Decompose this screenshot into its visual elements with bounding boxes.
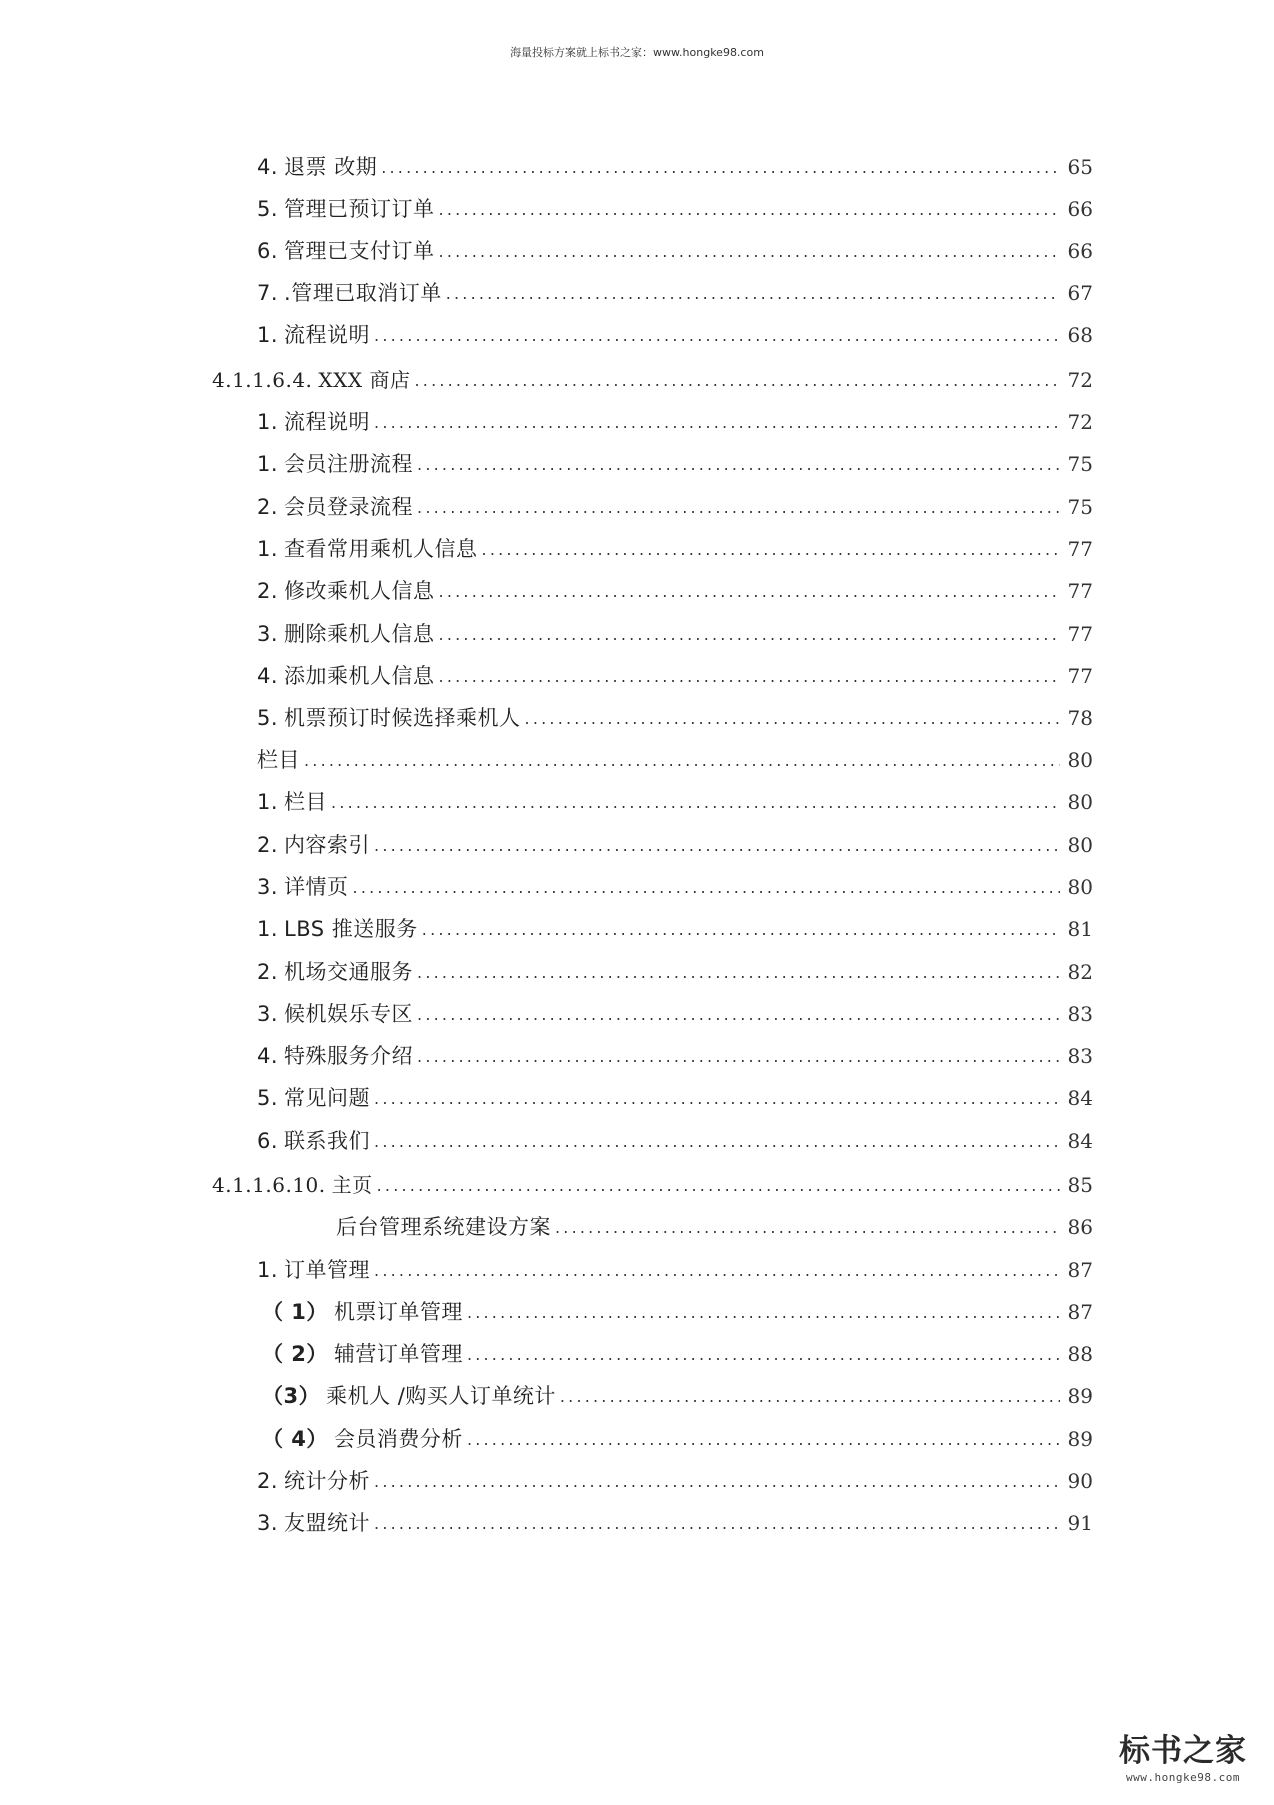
- toc-entry-page: 87: [1067, 1258, 1093, 1282]
- toc-entry-title: 栏目: [257, 748, 300, 772]
- toc-dot-leader: [353, 872, 1060, 902]
- toc-entry-page: 89: [1067, 1427, 1093, 1451]
- toc-entry-label: [257, 914, 422, 944]
- toc-entry-number: 3.: [257, 875, 279, 899]
- toc-entry[interactable]: [262, 1381, 1093, 1411]
- toc-entry[interactable]: [257, 1466, 1093, 1496]
- toc-entry-page: 72: [1067, 410, 1093, 434]
- toc-dot-leader: [439, 619, 1060, 649]
- toc-entry-page: 80: [1067, 748, 1093, 772]
- toc-entry-label: [257, 1255, 374, 1285]
- toc-entry-number: 5.: [257, 706, 279, 730]
- toc-entry[interactable]: [257, 492, 1093, 522]
- toc-entry-number: 1.: [257, 323, 279, 347]
- toc-dot-leader: [374, 1466, 1060, 1496]
- page-header: 海量投标方案就上标书之家：www.hongke98.com: [510, 46, 764, 59]
- toc-entry-label: [257, 703, 525, 733]
- toc-dot-leader: [482, 534, 1060, 564]
- toc-entry-number: 4.: [257, 155, 279, 179]
- toc-dot-leader: [439, 576, 1060, 606]
- toc-entry-title: 后台管理系统建设方案: [336, 1215, 551, 1239]
- toc-entry[interactable]: [257, 872, 1093, 902]
- toc-entry[interactable]: [257, 914, 1093, 944]
- toc-dot-leader: [374, 320, 1060, 350]
- toc-dot-leader: [374, 1083, 1060, 1113]
- toc-dot-leader: [374, 1255, 1060, 1285]
- toc-entry-page: 91: [1067, 1511, 1093, 1535]
- toc-entry[interactable]: [257, 449, 1093, 479]
- toc-entry[interactable]: [257, 999, 1093, 1029]
- toc-dot-leader: [417, 999, 1060, 1029]
- toc-dot-leader: [374, 1508, 1060, 1538]
- toc-entry-page: 80: [1067, 833, 1093, 857]
- toc-entry-title: 修改乘机人信息: [284, 579, 435, 603]
- toc-entry-title: 机票订单管理: [333, 1300, 463, 1324]
- toc-entry-page: 81: [1067, 917, 1093, 941]
- toc-entry-number: 2.: [257, 579, 279, 603]
- toc-dot-leader: [555, 1212, 1060, 1242]
- toc-entry-title: 订单管理: [284, 1258, 371, 1282]
- toc-entry-label: [212, 365, 415, 395]
- toc-entry-title: 查看常用乘机人信息: [284, 537, 478, 561]
- toc-entry-label: [257, 449, 417, 479]
- toc-entry-title: 详情页: [284, 875, 349, 899]
- toc-entry[interactable]: [257, 1041, 1093, 1071]
- toc-entry[interactable]: [257, 1126, 1093, 1156]
- toc-entry-page: 89: [1067, 1384, 1093, 1408]
- toc-entry[interactable]: [212, 1170, 1093, 1200]
- toc-entry[interactable]: [257, 534, 1093, 564]
- toc-dot-leader: [560, 1381, 1060, 1411]
- toc-entry-label: [257, 872, 353, 902]
- toc-entry[interactable]: [257, 236, 1093, 266]
- toc-entry-number: 4.1.1.6.10.: [212, 1173, 326, 1197]
- toc-entry-title: 管理已支付订单: [284, 239, 435, 263]
- toc-entry-number: 4.: [257, 664, 279, 688]
- toc-entry-page: 67: [1067, 281, 1093, 305]
- toc-entry-title: 流程说明: [284, 410, 371, 434]
- toc-entry-number: 1.: [257, 1258, 279, 1282]
- toc-dot-leader: [417, 492, 1060, 522]
- toc-entry-page: 75: [1067, 452, 1093, 476]
- toc-entry[interactable]: [257, 278, 1093, 308]
- toc-entry[interactable]: [257, 1083, 1093, 1113]
- toc-dot-leader: [417, 449, 1060, 479]
- toc-dot-leader: [525, 703, 1060, 733]
- toc-entry-page: 78: [1067, 706, 1093, 730]
- toc-dot-leader: [415, 365, 1060, 395]
- toc-entry-title: .管理已取消订单: [284, 281, 442, 305]
- toc-entry-page: 90: [1067, 1469, 1093, 1493]
- toc-entry-label: [257, 152, 381, 182]
- toc-entry-number: 3.: [257, 1002, 279, 1026]
- toc-entry-title: XXX 商店: [318, 368, 411, 392]
- toc-entry-title: 流程说明: [284, 323, 371, 347]
- toc-entry-number: （ 2）: [262, 1342, 328, 1366]
- toc-entry-label: [257, 957, 417, 987]
- toc-entry-page: 80: [1067, 875, 1093, 899]
- toc-dot-leader: [374, 1126, 1060, 1156]
- toc-entry-page: 68: [1067, 323, 1093, 347]
- toc-entry[interactable]: [257, 830, 1093, 860]
- toc-entry-page: 82: [1067, 960, 1093, 984]
- toc-entry-number: 3.: [257, 622, 279, 646]
- toc-entry-title: 机场交通服务: [284, 960, 414, 984]
- toc-entry-title: 常见问题: [284, 1086, 371, 1110]
- toc-entry-title: 统计分析: [284, 1469, 371, 1493]
- toc-entry-number: （ 1）: [262, 1300, 328, 1324]
- toc-entry-page: 77: [1067, 537, 1093, 561]
- toc-entry[interactable]: [257, 661, 1093, 691]
- toc-entry-title: 辅营订单管理: [333, 1342, 463, 1366]
- toc-entry-number: （ 4）: [262, 1427, 328, 1451]
- toc-entry-label: [262, 1339, 467, 1369]
- toc-entry-label: [257, 619, 439, 649]
- toc-entry-page: 77: [1067, 664, 1093, 688]
- toc-dot-leader: [374, 830, 1060, 860]
- toc-entry-title: 候机娱乐专区: [284, 1002, 414, 1026]
- toc-entry[interactable]: [212, 365, 1093, 395]
- toc-entry-label: [257, 1041, 417, 1071]
- toc-entry-title: 栏目: [284, 790, 328, 814]
- toc-dot-leader: [331, 787, 1060, 817]
- toc-entry-label: [257, 830, 374, 860]
- toc-entry-number: 2.: [257, 495, 279, 519]
- toc-entry-number: 1.: [257, 917, 279, 941]
- toc-dot-leader: [446, 278, 1060, 308]
- toc-entry-label: [257, 1126, 374, 1156]
- toc-entry-number: 7.: [257, 281, 279, 305]
- toc-entry-title: 特殊服务介绍: [284, 1044, 414, 1068]
- toc-entry-number: 1.: [257, 452, 279, 476]
- toc-entry[interactable]: [257, 745, 1093, 775]
- toc-dot-leader: [304, 745, 1060, 775]
- toc-entry-label: [257, 194, 439, 224]
- toc-entry-page: 85: [1067, 1173, 1093, 1197]
- toc-entry[interactable]: [257, 407, 1093, 437]
- toc-entry-title: 友盟统计: [284, 1511, 371, 1535]
- toc-entry-title: 联系我们: [284, 1129, 371, 1153]
- toc-entry[interactable]: [336, 1212, 1093, 1242]
- toc-entry-title: 退票 改期: [284, 155, 378, 179]
- toc-entry-page: 86: [1067, 1215, 1093, 1239]
- toc-entry-number: 2.: [257, 833, 279, 857]
- toc-entry-page: 84: [1067, 1086, 1093, 1110]
- toc-entry-label: [257, 999, 417, 1029]
- toc-entry-title: 内容索引: [284, 833, 371, 857]
- toc-entry-page: 83: [1067, 1002, 1093, 1026]
- toc-entry-page: 75: [1067, 495, 1093, 519]
- toc-entry-number: 6.: [257, 1129, 279, 1153]
- toc-dot-leader: [417, 957, 1060, 987]
- toc-entry[interactable]: [257, 576, 1093, 606]
- toc-entry-label: [257, 278, 446, 308]
- toc-entry-label: [257, 320, 374, 350]
- toc-entry-page: 83: [1067, 1044, 1093, 1068]
- toc-dot-leader: [467, 1424, 1060, 1454]
- toc-entry-number: 2.: [257, 1469, 279, 1493]
- toc-entry[interactable]: [262, 1339, 1093, 1369]
- toc-entry-number: 1.: [257, 410, 279, 434]
- toc-entry-label: [212, 1170, 377, 1200]
- toc-entry-page: 77: [1067, 579, 1093, 603]
- toc-entry-label: [257, 236, 439, 266]
- site-logo: [1118, 1731, 1248, 1793]
- toc-entry-number: （3）: [262, 1384, 321, 1408]
- toc-entry-title: 会员登录流程: [284, 495, 414, 519]
- toc-entry-page: 87: [1067, 1300, 1093, 1324]
- logo-url: www.hongke98.com: [1126, 1771, 1240, 1784]
- toc-entry-page: 66: [1067, 197, 1093, 221]
- toc-entry-number: 1.: [257, 537, 279, 561]
- toc-entry[interactable]: [257, 957, 1093, 987]
- toc-entry-title: 会员注册流程: [284, 452, 414, 476]
- toc-entry-number: 5.: [257, 1086, 279, 1110]
- toc-entry-label: [257, 576, 439, 606]
- toc-entry-title: 机票预订时候选择乘机人: [284, 706, 521, 730]
- toc-entry-label: [257, 492, 417, 522]
- toc-dot-leader: [439, 661, 1060, 691]
- toc-entry-label: [257, 1466, 374, 1496]
- toc-entry-label: [262, 1424, 467, 1454]
- toc-entry-page: 88: [1067, 1342, 1093, 1366]
- toc-entry-page: 77: [1067, 622, 1093, 646]
- toc-entry-number: 3.: [257, 1511, 279, 1535]
- toc-entry-page: 80: [1067, 790, 1093, 814]
- toc-entry-title: 会员消费分析: [333, 1427, 463, 1451]
- toc-entry-number: 4.1.1.6.4.: [212, 368, 313, 392]
- toc-entry[interactable]: [262, 1424, 1093, 1454]
- toc-entry[interactable]: [257, 787, 1093, 817]
- toc-dot-leader: [439, 236, 1060, 266]
- toc-entry-title: 乘机人 /购买人订单统计: [326, 1384, 556, 1408]
- toc-entry-label: [336, 1212, 555, 1242]
- toc-entry-number: 6.: [257, 239, 279, 263]
- toc-entry-title: 删除乘机人信息: [284, 622, 435, 646]
- toc-entry-label: [262, 1297, 467, 1327]
- toc-entry[interactable]: [262, 1297, 1093, 1327]
- toc-entry[interactable]: [257, 320, 1093, 350]
- toc-entry-label: [257, 1083, 374, 1113]
- toc-entry-number: 5.: [257, 197, 279, 221]
- toc-dot-leader: [381, 152, 1059, 182]
- toc-entry[interactable]: [257, 194, 1093, 224]
- toc-entry-page: 66: [1067, 239, 1093, 263]
- toc-entry[interactable]: [257, 619, 1093, 649]
- toc-entry-number: 1.: [257, 790, 279, 814]
- toc-dot-leader: [422, 914, 1060, 944]
- toc-entry[interactable]: [257, 1508, 1093, 1538]
- toc-entry-label: [257, 1508, 374, 1538]
- toc-dot-leader: [439, 194, 1060, 224]
- toc-entry-label: [257, 661, 439, 691]
- toc-entry-label: [257, 534, 482, 564]
- toc-dot-leader: [467, 1339, 1060, 1369]
- toc-entry-label: [257, 787, 331, 817]
- toc-dot-leader: [374, 407, 1060, 437]
- toc-dot-leader: [467, 1297, 1060, 1327]
- toc-entry-number: 4.: [257, 1044, 279, 1068]
- toc-entry[interactable]: [257, 703, 1093, 733]
- logo-name: 标书之家: [1119, 1733, 1247, 1769]
- toc-entry-title: 管理已预订订单: [284, 197, 435, 221]
- toc-dot-leader: [417, 1041, 1060, 1071]
- toc-entry-title: 添加乘机人信息: [284, 664, 435, 688]
- toc-entry-page: 84: [1067, 1129, 1093, 1153]
- toc-entry-label: [262, 1381, 560, 1411]
- toc-entry-number: 2.: [257, 960, 279, 984]
- toc-entry-title: 主页: [331, 1173, 373, 1197]
- toc-entry-page: 72: [1067, 368, 1093, 392]
- toc-entry-page: 65: [1067, 155, 1093, 179]
- toc-entry-label: [257, 407, 374, 437]
- toc-entry-title: LBS 推送服务: [284, 917, 418, 941]
- toc-dot-leader: [377, 1170, 1060, 1200]
- toc-entry-label: [257, 745, 304, 775]
- toc-entry[interactable]: [257, 1255, 1093, 1285]
- toc-entry[interactable]: [257, 152, 1093, 182]
